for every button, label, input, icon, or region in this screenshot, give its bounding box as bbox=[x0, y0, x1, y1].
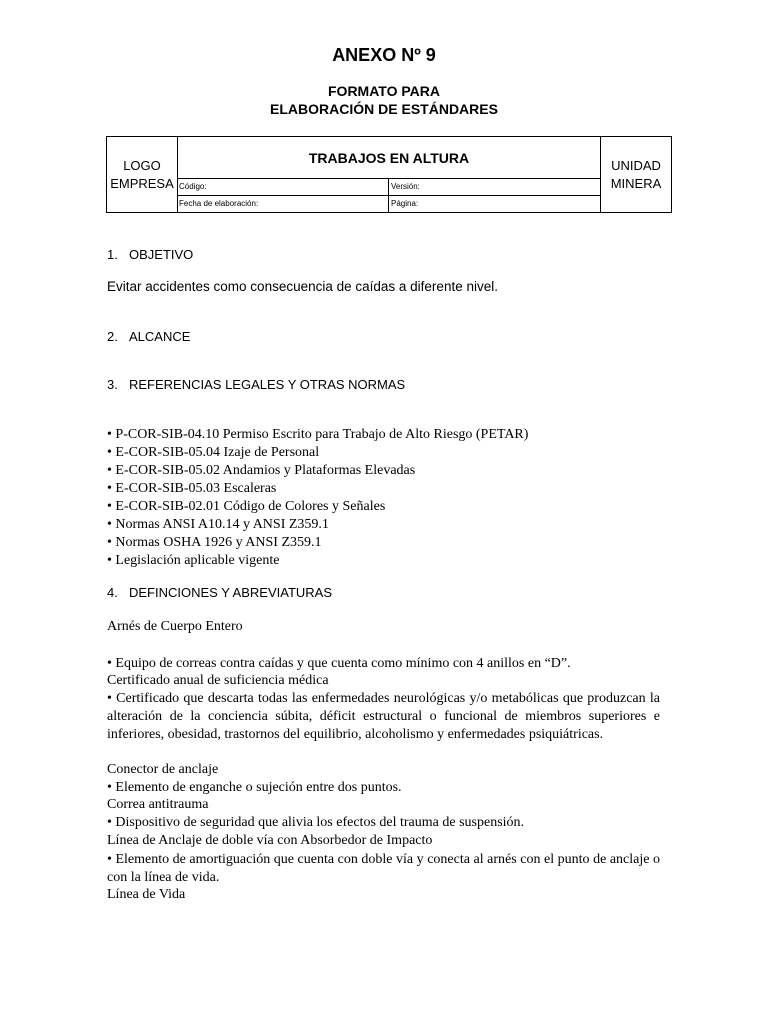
reference-item: • E-COR-SIB-02.01 Código de Colores y Señales bbox=[107, 499, 386, 514]
unit-label-2: MINERA bbox=[610, 175, 662, 191]
definition-text: • Elemento de enganche o sujeción entre dos puntos. bbox=[107, 780, 402, 795]
reference-item: • E-COR-SIB-05.03 Escaleras bbox=[107, 481, 277, 496]
section-4-number: 4. bbox=[107, 585, 118, 600]
definition-text: • Equipo de correas contra caídas y que cuenta como mínimo con 4 anillos en “D”. bbox=[107, 656, 571, 671]
definition-text: • Elemento de amortiguación que cuenta con doble vía y conecta al arnés con el punto de anclaje o con la línea de vida. bbox=[107, 852, 660, 885]
section-4-title: DEFINCIONES Y ABREVIATURAS bbox=[129, 585, 332, 600]
definition-term: Línea de Vida bbox=[107, 887, 186, 902]
logo-label-2: EMPRESA bbox=[110, 175, 174, 191]
format-title-line-2: ELABORACIÓN DE ESTÁNDARES bbox=[270, 101, 498, 117]
section-2-heading bbox=[107, 329, 190, 344]
header-middle bbox=[177, 137, 601, 212]
section-1-number: 1. bbox=[107, 247, 118, 262]
section-2-title: ALCANCE bbox=[129, 329, 191, 344]
fecha-cell: Fecha de elaboración: bbox=[177, 196, 389, 212]
section-4-heading bbox=[107, 585, 332, 600]
section-1-text: Evitar accidentes como consecuencia de caídas a diferente nivel. bbox=[107, 279, 498, 294]
unit-cell bbox=[600, 137, 671, 212]
reference-item: • Normas OSHA 1926 y ANSI Z359.1 bbox=[107, 535, 322, 550]
reference-item: • Legislación aplicable vigente bbox=[107, 553, 280, 568]
definition-text: • Certificado que descarta todas las enfermedades neurológicas y/o metabólicas que produzcan la alteración de la conciencia súbita, déficit estructural o funcional de miembros superiores e inferiores, obesidad, trastornos del equilibrio, alcoholismo y enfermedades psiquiátricas. bbox=[107, 691, 660, 742]
section-2-number: 2. bbox=[107, 329, 118, 344]
section-3-heading bbox=[107, 377, 405, 392]
version-cell: Versión: bbox=[389, 179, 601, 196]
section-1-heading bbox=[107, 247, 193, 262]
reference-item: • E-COR-SIB-05.04 Izaje de Personal bbox=[107, 445, 320, 460]
annex-title: ANEXO Nº 9 bbox=[332, 45, 436, 65]
reference-item: • E-COR-SIB-05.02 Andamios y Plataformas Elevadas bbox=[107, 463, 416, 478]
definition-term: Línea de Anclaje de doble vía con Absorbedor de Impacto bbox=[107, 833, 433, 848]
header-table bbox=[106, 136, 672, 213]
codigo-cell: Código: bbox=[177, 179, 389, 196]
format-title-line-1: FORMATO PARA bbox=[328, 83, 440, 99]
reference-item: • P-COR-SIB-04.10 Permiso Escrito para Trabajo de Alto Riesgo (PETAR) bbox=[107, 427, 529, 442]
section-1-title: OBJETIVO bbox=[129, 247, 194, 262]
definition-term: Certificado anual de suficiencia médica bbox=[107, 673, 329, 688]
section-3-title: REFERENCIAS LEGALES Y OTRAS NORMAS bbox=[129, 377, 406, 392]
logo-cell bbox=[107, 137, 178, 212]
document-title: TRABAJOS EN ALTURA bbox=[177, 137, 601, 179]
definition-term: Arnés de Cuerpo Entero bbox=[107, 619, 243, 634]
definition-term: Conector de anclaje bbox=[107, 762, 219, 777]
logo-label-1: LOGO bbox=[123, 157, 161, 173]
section-3-number: 3. bbox=[107, 377, 118, 392]
definition-term: Correa antitrauma bbox=[107, 797, 209, 812]
unit-label-1: UNIDAD bbox=[611, 157, 661, 173]
definition-text: • Dispositivo de seguridad que alivia los efectos del trauma de suspensión. bbox=[107, 815, 525, 830]
pagina-cell: Página: bbox=[391, 199, 419, 208]
reference-item: • Normas ANSI A10.14 y ANSI Z359.1 bbox=[107, 517, 329, 532]
